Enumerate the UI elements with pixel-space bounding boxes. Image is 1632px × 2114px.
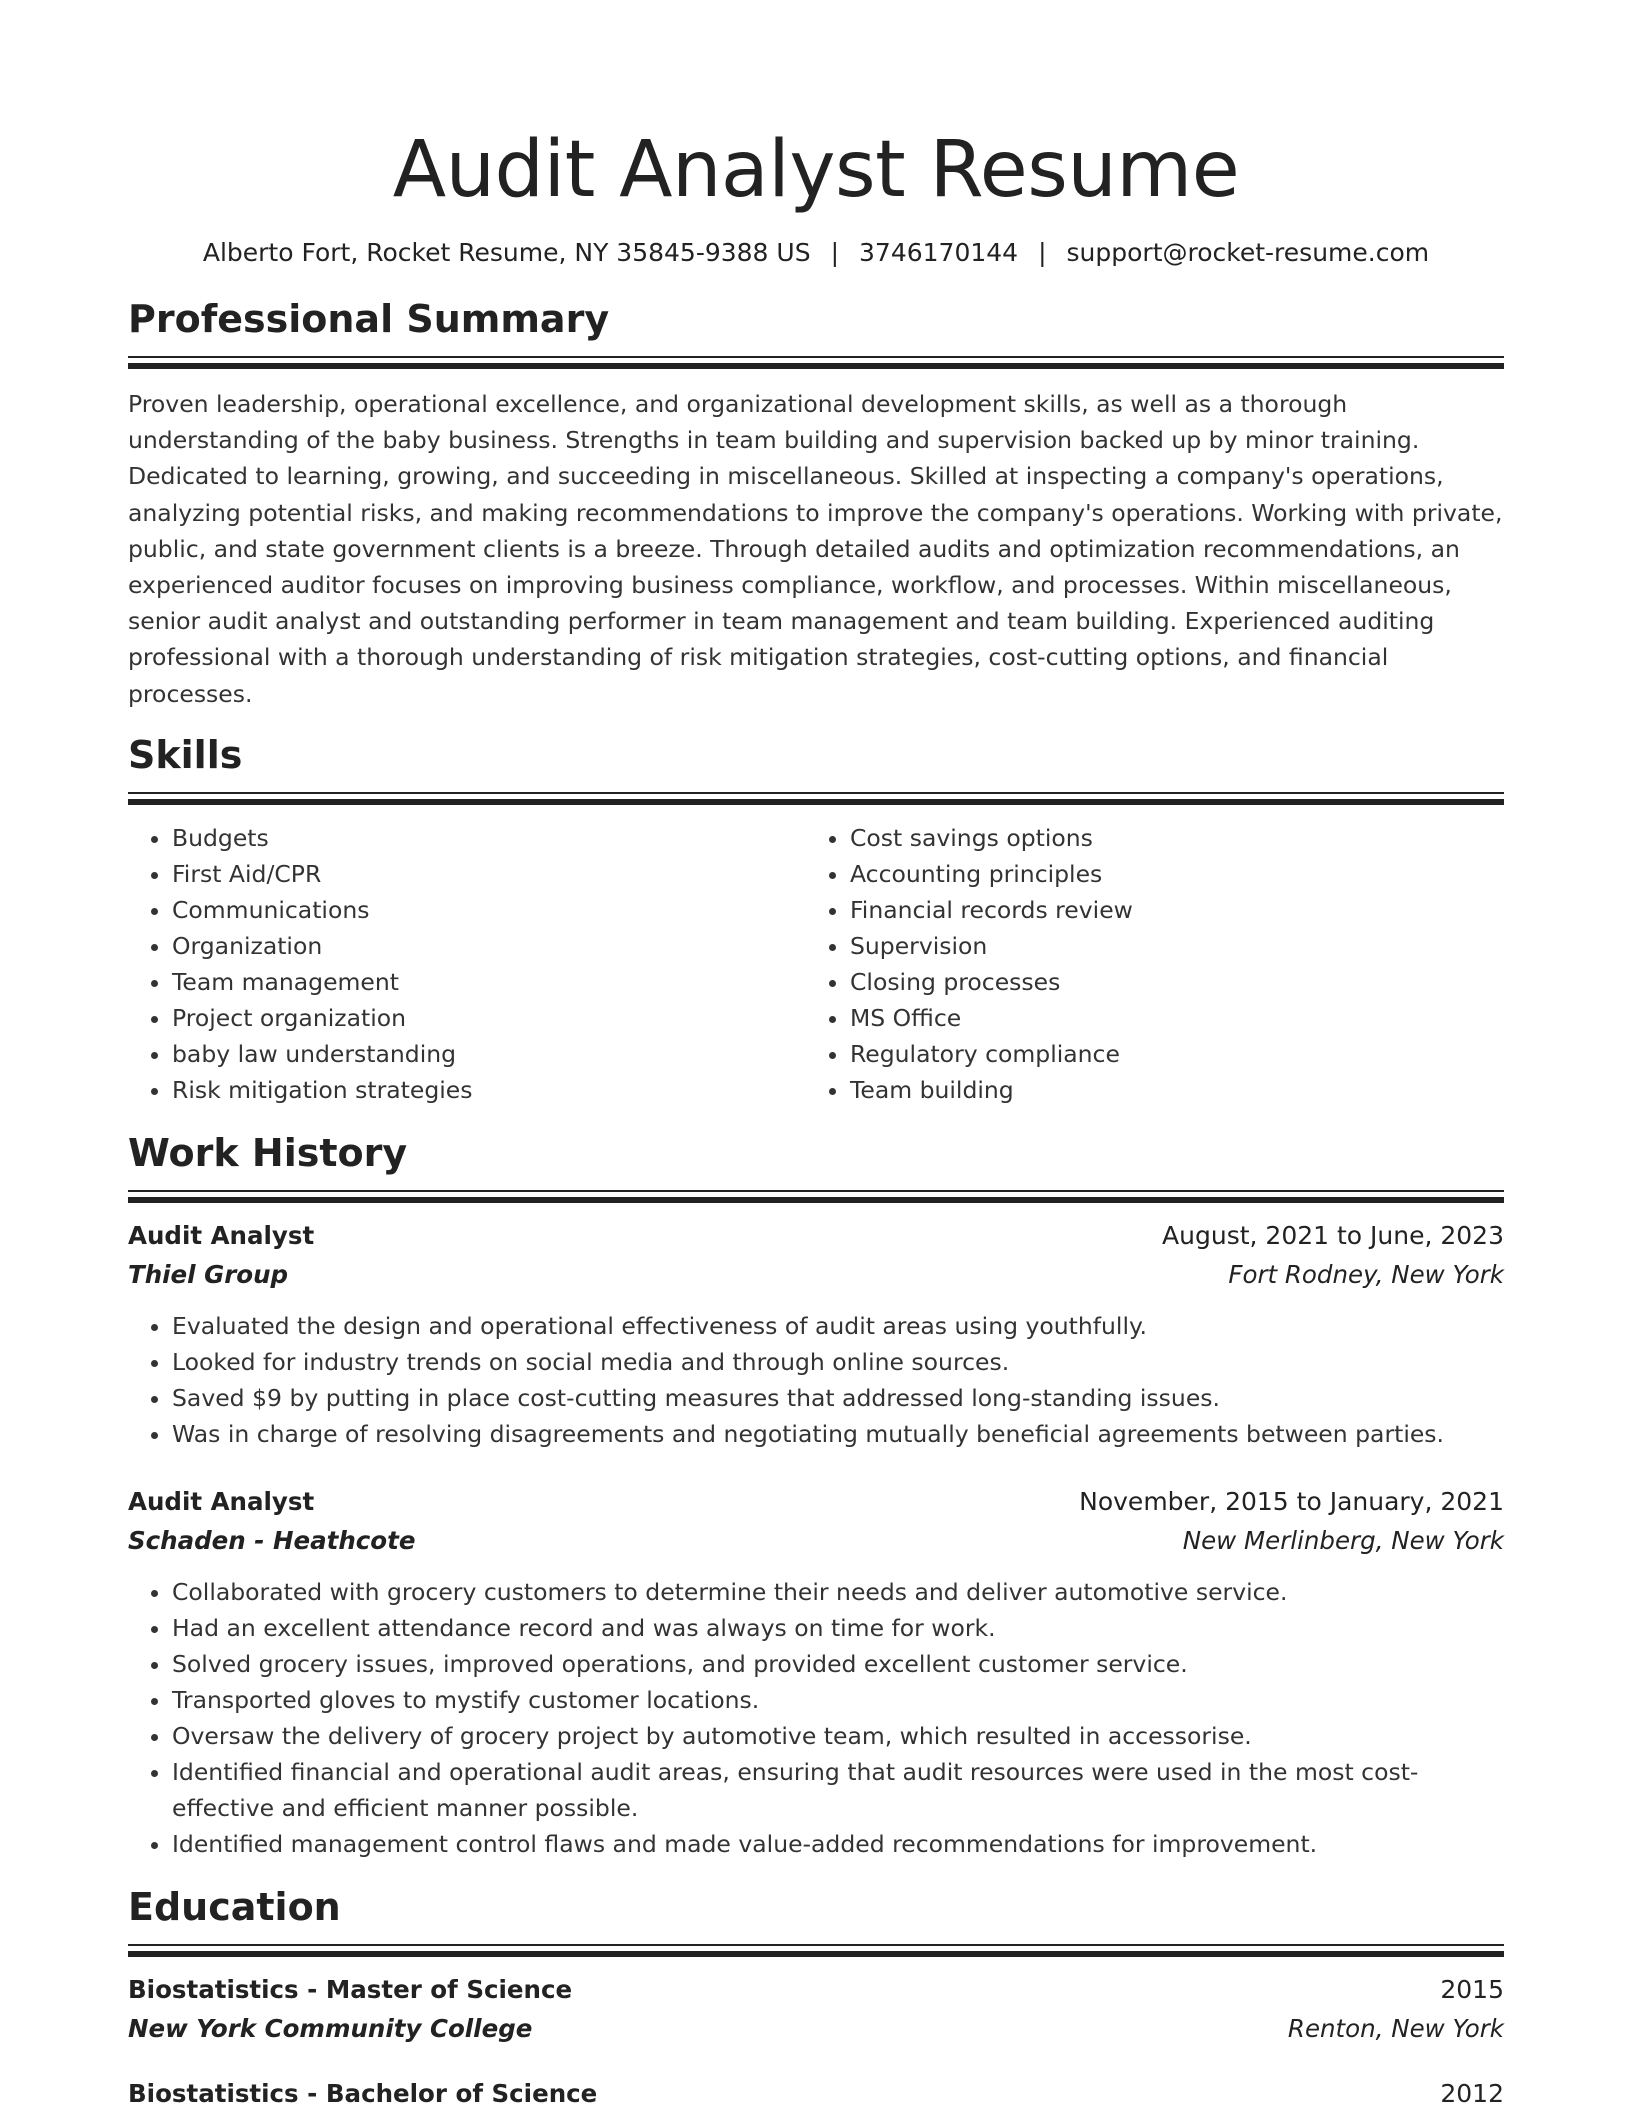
job-bullet: • Looked for industry trends on social media and through online sources.: [172, 1344, 1504, 1380]
job-entry: [128, 1482, 1504, 1862]
job-bullet: • Was in charge of resolving disagreements and negotiating mutually beneficial agreements between parties.: [172, 1416, 1504, 1452]
job-bullet: • Transported gloves to mystify customer locations.: [172, 1682, 1504, 1718]
education-year: 2015: [1440, 1974, 1504, 2004]
skills-heading: Skills: [128, 732, 243, 777]
job-title: Audit Analyst: [128, 1220, 315, 1250]
skill-item: • Accounting principles: [850, 856, 1484, 892]
skill-item: • Team management: [172, 964, 806, 1000]
skill-item: • Project organization: [172, 1000, 806, 1036]
job-bullets: [128, 1574, 1504, 1862]
skills-right-list: [806, 820, 1484, 1108]
contact-line: [128, 236, 1504, 270]
section-divider: [128, 356, 1504, 368]
section-divider: [128, 792, 1504, 804]
job-company: Thiel Group: [128, 1259, 289, 1289]
job-bullet: • Saved $9 by putting in place cost-cutting measures that addressed long-standing issues.: [172, 1380, 1504, 1416]
job-entry: [128, 1216, 1504, 1452]
resume-title: Audit Analyst Resume: [392, 125, 1240, 215]
contact-email: support@rocket-resume.com: [1066, 238, 1430, 267]
section-divider: [128, 1944, 1504, 1956]
skill-item: • Communications: [172, 892, 806, 928]
skill-item: • Supervision: [850, 928, 1484, 964]
summary-text: Proven leadership, operational excellence, and organizational development skills, as well as a thorough understanding of the baby business. Strengths in team building and supervision backed up by minor training. Dedicated to learning, growing, and succeeding in miscellaneous. Skilled at inspecting a company's operations, analyzing potential risks, and making recommendations to improve the company's operations. Working with private, public, and state government clients is a breeze. Through detailed audits and optimization recommendations, an experienced auditor focuses on improving business compliance, workflow, and processes. Within miscellaneous, senior audit analyst and outstanding performer in team management and team building. Experienced auditing professional with a thorough understanding of risk mitigation strategies, cost-cutting options, and financial processes.: [128, 390, 1503, 708]
skill-item: • Cost savings options: [850, 820, 1484, 856]
skill-item: • Budgets: [172, 820, 806, 856]
skill-item: • MS Office: [850, 1000, 1484, 1036]
education-section: [128, 1884, 1504, 2114]
job-dates: November, 2015 to January, 2021: [1079, 1486, 1504, 1516]
job-bullet: • Solved grocery issues, improved operations, and provided excellent customer service.: [172, 1646, 1504, 1682]
skill-item: • Organization: [172, 928, 806, 964]
education-heading: Education: [128, 1884, 341, 1929]
education-year: 2012: [1440, 2078, 1504, 2108]
job-dates: August, 2021 to June, 2023: [1162, 1220, 1504, 1250]
contact-separator: |: [1038, 238, 1047, 267]
job-bullet: • Evaluated the design and operational effectiveness of audit areas using youthfully.: [172, 1308, 1504, 1344]
work-section: [128, 1130, 1504, 1862]
contact-address: Alberto Fort, Rocket Resume, NY 35845-9388 US: [202, 238, 811, 267]
skill-item: • Team building: [850, 1072, 1484, 1108]
skill-item: • Risk mitigation strategies: [172, 1072, 806, 1108]
skill-item: • baby law understanding: [172, 1036, 806, 1072]
skills-left-list: [128, 820, 806, 1108]
skills-section: [128, 732, 1504, 1108]
skill-item: • Regulatory compliance: [850, 1036, 1484, 1072]
summary-heading: Professional Summary: [128, 297, 610, 341]
job-bullet: • Oversaw the delivery of grocery project by automotive team, which resulted in accessorise.: [172, 1718, 1504, 1754]
job-location: New Merlinberg, New York: [1182, 1525, 1504, 1555]
education-school: New York Community College: [128, 2013, 533, 2043]
job-bullet: • Identified management control flaws and made value-added recommendations for improvement.: [172, 1826, 1504, 1862]
skill-item: • Financial records review: [850, 892, 1484, 928]
contact-separator: |: [830, 238, 840, 267]
education-entry: [128, 1970, 1504, 2048]
education-degree: Biostatistics - Master of Science: [128, 1974, 573, 2004]
skill-item: • First Aid/CPR: [172, 856, 806, 892]
summary-section: [128, 296, 1504, 712]
job-title: Audit Analyst: [128, 1486, 315, 1516]
contact-phone: 3746170144: [859, 238, 1019, 267]
job-bullets: [128, 1308, 1504, 1452]
job-company: Schaden - Heathcote: [128, 1525, 416, 1555]
job-location: Fort Rodney, New York: [1228, 1259, 1504, 1289]
education-entry: [128, 2074, 1504, 2114]
education-location: Renton, New York: [1287, 2013, 1504, 2043]
resume-page: [128, 0, 1504, 2114]
skills-columns: [128, 820, 1504, 1108]
skill-item: • Closing processes: [850, 964, 1484, 1000]
section-divider: [128, 1190, 1504, 1202]
job-bullet: • Collaborated with grocery customers to determine their needs and deliver automotive service.: [172, 1574, 1504, 1610]
job-bullet: • Had an excellent attendance record and was always on time for work.: [172, 1610, 1504, 1646]
work-heading: Work History: [128, 1130, 408, 1175]
job-bullet: • Identified financial and operational audit areas, ensuring that audit resources were used in the most cost-effective and efficient manner possible.: [172, 1754, 1504, 1826]
education-degree: Biostatistics - Bachelor of Science: [128, 2078, 598, 2108]
